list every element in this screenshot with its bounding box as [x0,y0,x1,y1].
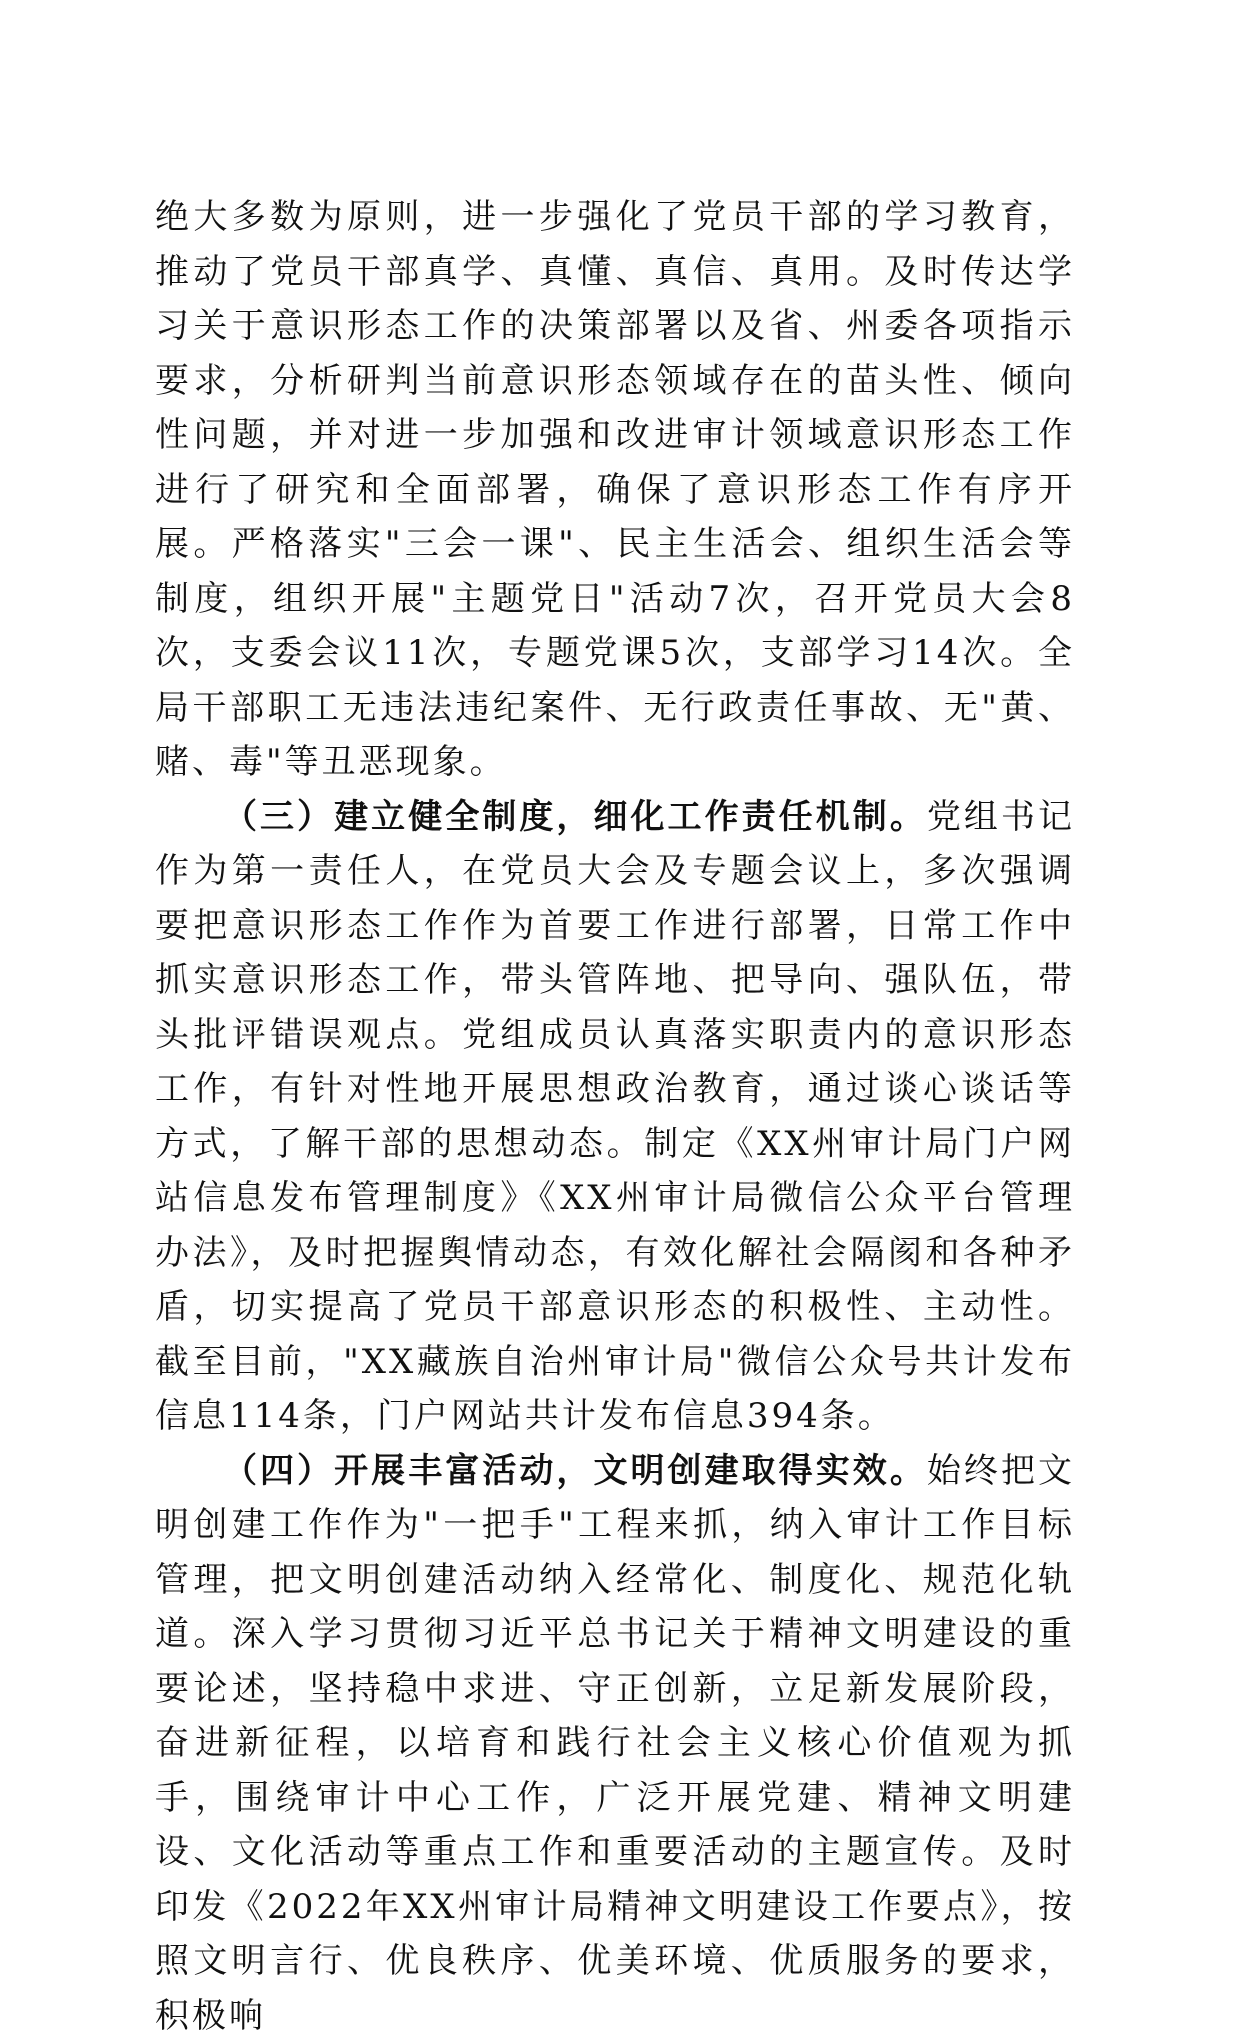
paragraph-continuation [155,190,1075,790]
section-heading: （三）建立健全制度，细化工作责任机制。 [223,797,927,837]
paragraph-section-four [155,1444,1075,2043]
paragraph-text: 始终把文明创建工作作为"一把手"工程来抓，纳入审计工作目标管理，把文明创建活动纳入经常化、制度化、规范化轨道。深入学习贯彻习近平总书记关于精神文明建设的重要论述，坚持稳中求进、守正创新，立足新发展阶段，奋进新征程，以培育和践行社会主义核心价值观为抓手，围绕审计中心工作，广泛开展党建、精神文明建设、文化活动等重点工作和重要活动的主题宣传。及时印发《2022年XX州审计局精神文明建设工作要点》，按照文明言行、优良秩序、优美环境、优质服务的要求，积极响 [155,1451,1075,2036]
paragraph-section-three [155,790,1075,1444]
paragraph-text: 党组书记作为第一责任人，在党员大会及专题会议上，多次强调要把意识形态工作作为首要工作进行部署，日常工作中抓实意识形态工作，带头管阵地、把导向、强队伍，带头批评错误观点。党组成员认真落实职责内的意识形态工作，有针对性地开展思想政治教育，通过谈心谈话等方式，了解干部的思想动态。制定《XX州审计局门户网站信息发布管理制度》《XX州审计局微信公众平台管理办法》，及时把握舆情动态，有效化解社会隔阂和各种矛盾，切实提高了党员干部意识形态的积极性、主动性。截至目前，"XX藏族自治州审计局"微信公众号共计发布信息114条，门户网站共计发布信息394条。 [155,797,1075,1437]
section-heading: （四）开展丰富活动，文明创建取得实效。 [223,1451,927,1491]
paragraph-text: 绝大多数为原则，进一步强化了党员干部的学习教育，推动了党员干部真学、真懂、真信、真用。及时传达学习关于意识形态工作的决策部署以及省、州委各项指示要求，分析研判当前意识形态领域存在的苗头性、倾向性问题，并对进一步加强和改进审计领域意识形态工作进行了研究和全面部署，确保了意识形态工作有序开展。严格落实"三会一课"、民主生活会、组织生活会等制度，组织开展"主题党日"活动7次，召开党员大会8次，支委会议11次，专题党课5次，支部学习14次。全局干部职工无违法违纪案件、无行政责任事故、无"黄、赌、毒"等丑恶现象。 [155,197,1075,782]
document-body [155,190,1075,2043]
